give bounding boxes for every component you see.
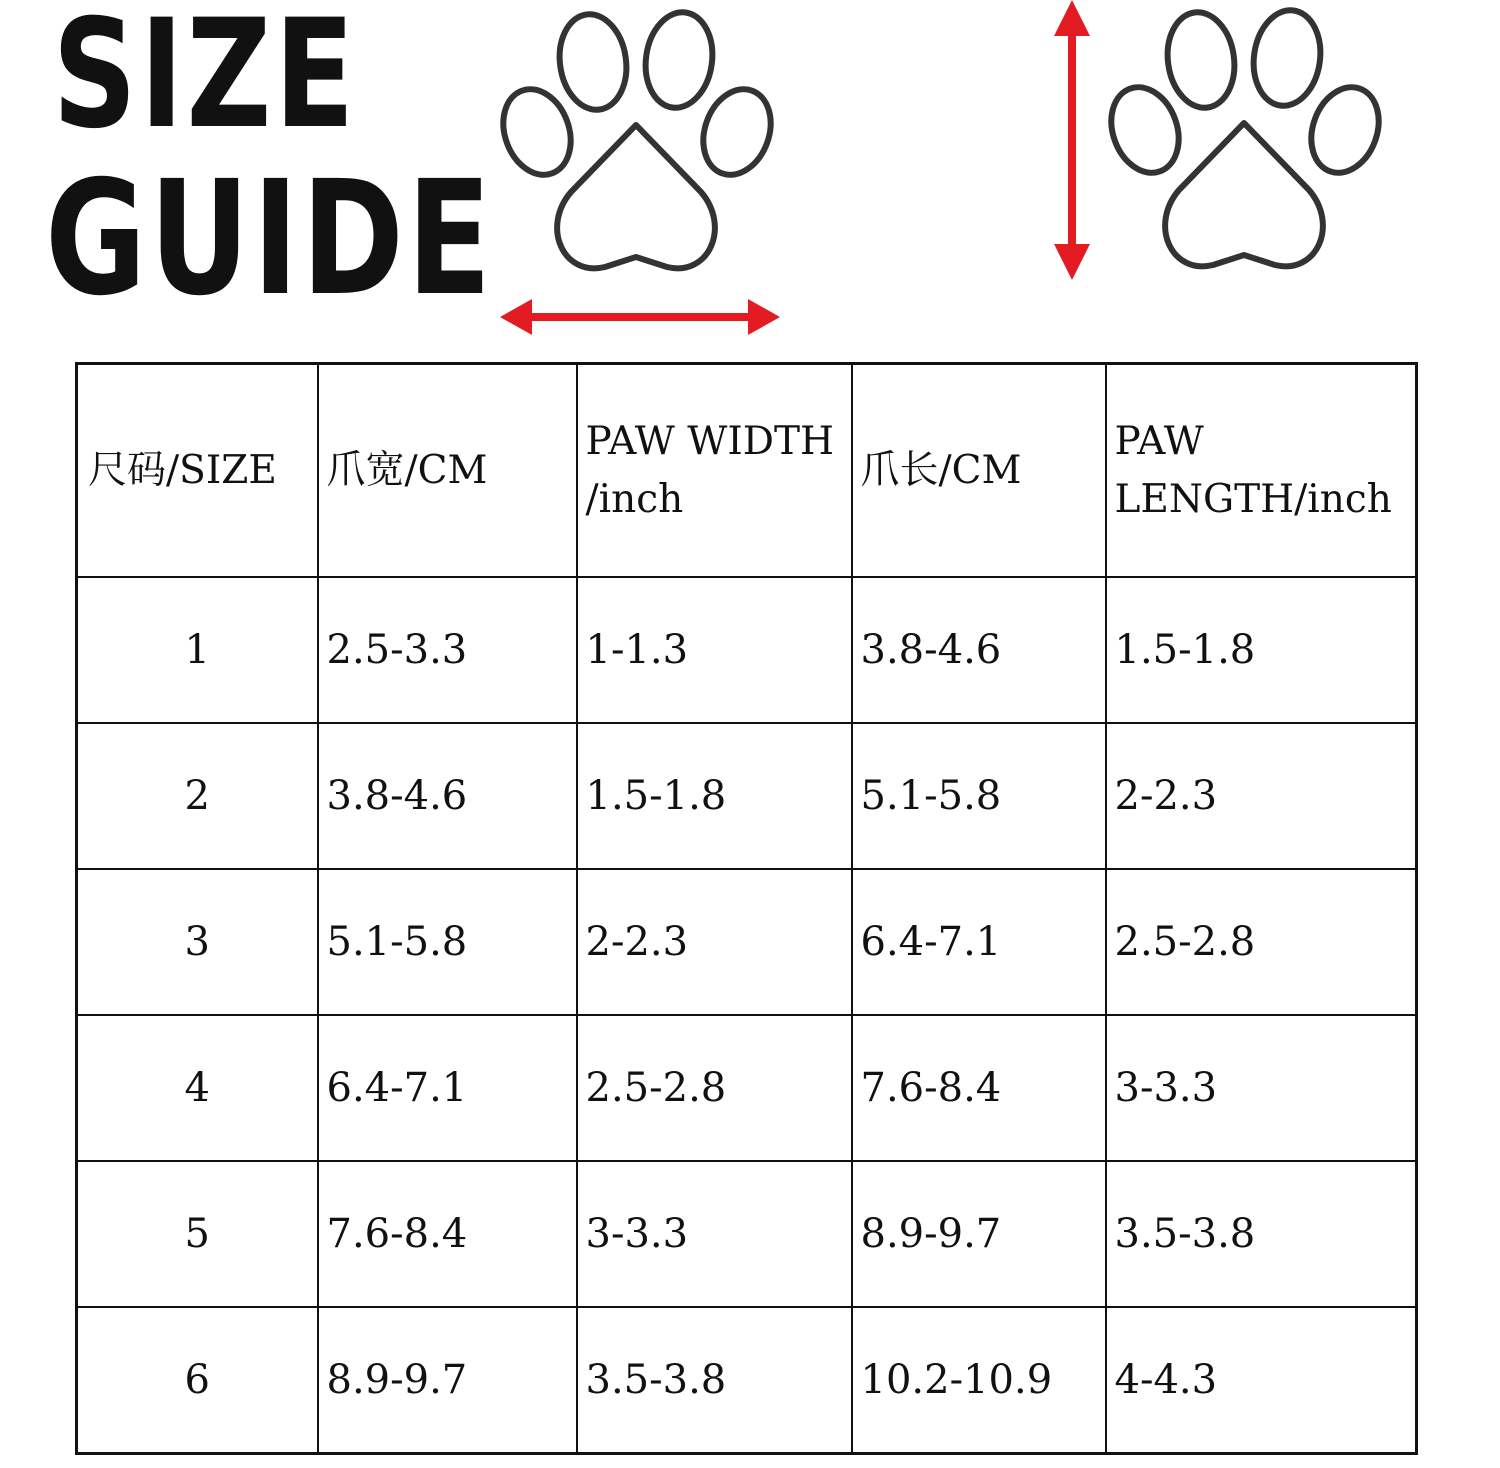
- paw-width-cm-cell: 5.1-5.8: [318, 869, 577, 1015]
- paw-length-cm-cell: 5.1-5.8: [852, 723, 1106, 869]
- paw-length-inch-cell: 4-4.3: [1106, 1307, 1417, 1454]
- paw-length-inch-cell: 1.5-1.8: [1106, 577, 1417, 723]
- paw-length-cm-cell: 10.2-10.9: [852, 1307, 1106, 1454]
- paw-icon: [1103, 3, 1393, 283]
- table-row: [77, 577, 1417, 723]
- paw-length-inch-cell: 3.5-3.8: [1106, 1161, 1417, 1307]
- size-cell: 1: [77, 577, 318, 723]
- paw-width-cm-cell: 8.9-9.7: [318, 1307, 577, 1454]
- header-paw-width-cm: 爪宽/CM: [318, 364, 577, 578]
- size-cell: 5: [77, 1161, 318, 1307]
- paw-length-cm-cell: 3.8-4.6: [852, 577, 1106, 723]
- title-line-1: SIZE: [52, 0, 358, 162]
- size-cell: 4: [77, 1015, 318, 1161]
- paw-width-cm-cell: 3.8-4.6: [318, 723, 577, 869]
- paw-width-inch-cell: 3.5-3.8: [577, 1307, 852, 1454]
- paw-width-cm-cell: 2.5-3.3: [318, 577, 577, 723]
- table-row: [77, 723, 1417, 869]
- table-header-row: [77, 364, 1417, 578]
- paw-width-inch-cell: 1.5-1.8: [577, 723, 852, 869]
- paw-length-cm-cell: 8.9-9.7: [852, 1161, 1106, 1307]
- header-paw-length-cm: 爪长/CM: [852, 364, 1106, 578]
- size-cell: 2: [77, 723, 318, 869]
- paw-width-inch-cell: 1-1.3: [577, 577, 852, 723]
- paw-length-inch-cell: 2.5-2.8: [1106, 869, 1417, 1015]
- header-size: 尺码/SIZE: [77, 364, 318, 578]
- paw-width-cm-cell: 7.6-8.4: [318, 1161, 577, 1307]
- paw-length-cm-cell: 7.6-8.4: [852, 1015, 1106, 1161]
- size-cell: 3: [77, 869, 318, 1015]
- paw-length-inch-cell: 3-3.3: [1106, 1015, 1417, 1161]
- table-row: [77, 869, 1417, 1015]
- horizontal-double-arrow-icon: [500, 295, 780, 339]
- table-row: [77, 1161, 1417, 1307]
- paw-length-inch-cell: 2-2.3: [1106, 723, 1417, 869]
- paw-width-inch-cell: 2-2.3: [577, 869, 852, 1015]
- paw-width-inch-cell: 3-3.3: [577, 1161, 852, 1307]
- size-cell: 6: [77, 1307, 318, 1454]
- header-paw-width-inch: PAW WIDTH /inch: [577, 364, 852, 578]
- table-row: [77, 1015, 1417, 1161]
- vertical-double-arrow-icon: [1052, 0, 1092, 280]
- table-row: [77, 1307, 1417, 1454]
- title-line-2: GUIDE: [45, 147, 495, 331]
- paw-width-cm-cell: 6.4-7.1: [318, 1015, 577, 1161]
- paw-icon: [495, 5, 785, 285]
- paw-width-inch-cell: 2.5-2.8: [577, 1015, 852, 1161]
- paw-length-cm-cell: 6.4-7.1: [852, 869, 1106, 1015]
- header-paw-length-inch: PAW LENGTH/inch: [1106, 364, 1417, 578]
- size-table: [75, 362, 1418, 1455]
